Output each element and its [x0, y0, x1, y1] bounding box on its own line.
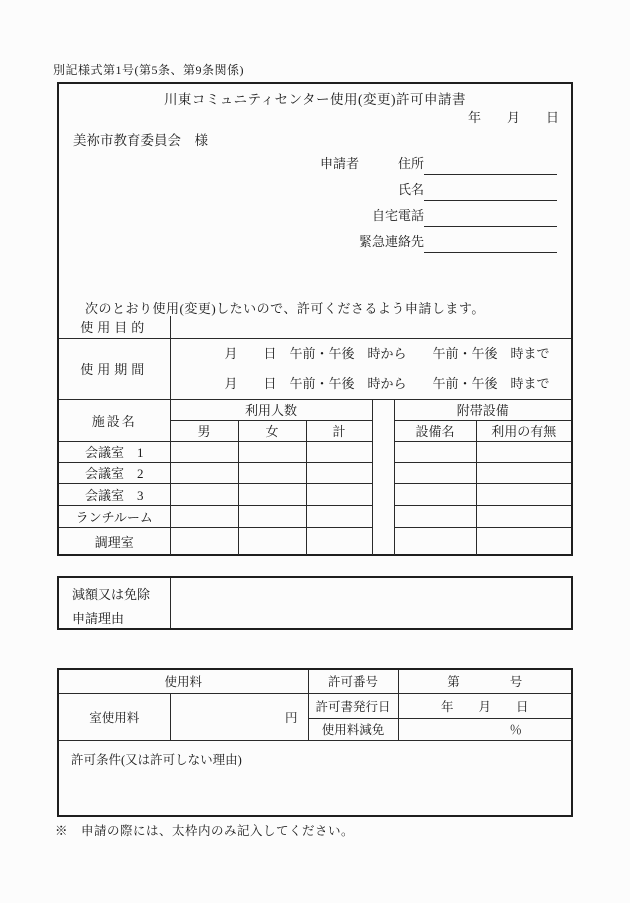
female-count-cell — [238, 527, 306, 555]
equipment-use-cell — [476, 441, 571, 462]
equipment-name-cell — [394, 441, 476, 462]
equipment-name-cell — [394, 505, 476, 527]
facility-name-cell: 会議室 3 — [59, 483, 170, 505]
permit-conditions-row — [59, 740, 571, 815]
name-blank-line — [424, 179, 557, 201]
purpose-label-cell: 使用目的 — [59, 316, 170, 338]
fee-reduction-box — [57, 576, 573, 630]
total-count-cell — [306, 505, 372, 527]
equipment-use-cell — [476, 527, 571, 555]
footnote: ※ 申請の際には、太枠内のみ記入してください。 — [55, 824, 355, 838]
total-count-cell — [306, 527, 372, 555]
reduction-label-line2: 申請理由 — [72, 611, 125, 626]
room-fee-row — [59, 693, 571, 718]
address-field-row — [219, 153, 557, 175]
issue-date-label-cell: 許可書発行日 — [308, 693, 398, 718]
addressee-line: 美祢市教育委員会 様 — [73, 133, 208, 148]
equipment-use-cell — [476, 462, 571, 483]
female-count-cell — [238, 462, 306, 483]
period-label-cell: 使用期間 — [59, 338, 170, 399]
application-date-line: 年 月 日 — [467, 110, 559, 125]
equipment-name-cell — [394, 527, 476, 555]
home-phone-label: 自宅電話 — [371, 208, 424, 223]
fee-reduction-label-cell: 使用料減免 — [308, 718, 398, 740]
total-header-cell: 計 — [306, 420, 372, 441]
fee-table — [59, 670, 571, 815]
usage-table — [59, 316, 571, 555]
main-application-box — [57, 82, 573, 556]
period-line-1: 月 日 午前・午後 時から 午前・午後 時まで — [224, 345, 550, 361]
form-title: 川東コミュニティセンター使用(変更)許可申請書 — [163, 92, 467, 107]
male-header-cell: 男 — [170, 420, 238, 441]
equipment-name-header-cell: 設備名 — [394, 420, 476, 441]
total-count-cell — [306, 441, 372, 462]
purpose-row — [59, 316, 571, 338]
female-count-cell — [238, 505, 306, 527]
male-count-cell — [170, 527, 238, 555]
emergency-contact-blank-line — [424, 231, 557, 253]
name-label: 氏名 — [397, 182, 424, 197]
total-count-cell — [306, 483, 372, 505]
spacer-column — [372, 399, 394, 555]
facility-row — [59, 505, 571, 527]
address-blank-line — [424, 153, 557, 175]
period-line-2: 月 日 午前・午後 時から 午前・午後 時まで — [224, 375, 550, 391]
emergency-contact-field-row — [219, 231, 557, 253]
equipment-name-cell — [394, 462, 476, 483]
applicant-label: 申請者 — [320, 156, 360, 171]
facility-name-cell: 調理室 — [59, 527, 170, 555]
female-header-cell: 女 — [238, 420, 306, 441]
facility-row — [59, 527, 571, 555]
male-count-cell — [170, 441, 238, 462]
address-label: 住所 — [397, 156, 424, 171]
fee-header-row — [59, 670, 571, 693]
table-header-row-1 — [59, 399, 571, 420]
male-count-cell — [170, 505, 238, 527]
fee-reduction-value-cell: ％ — [398, 718, 571, 740]
equipment-use-cell — [476, 505, 571, 527]
purpose-entry-cell — [170, 316, 571, 338]
facility-name-cell: ランチルーム — [59, 505, 170, 527]
room-fee-label-cell: 室使用料 — [59, 693, 170, 740]
period-row — [59, 338, 571, 399]
reduction-label-line1: 減額又は免除 — [72, 587, 151, 602]
form-number-label: 別記様式第1号(第5条、第9条関係) — [53, 63, 244, 77]
facility-name-cell: 会議室 2 — [59, 462, 170, 483]
total-count-cell — [306, 462, 372, 483]
equipment-header-cell: 附帯設備 — [394, 399, 571, 420]
male-count-cell — [170, 462, 238, 483]
home-phone-blank-line — [424, 205, 557, 227]
permit-conditions-cell: 許可条件(又は許可しない理由) — [59, 740, 571, 815]
reduction-label-cell — [59, 578, 171, 628]
equipment-use-header-cell: 利用の有無 — [476, 420, 571, 441]
equipment-name-cell — [394, 483, 476, 505]
emergency-contact-label: 緊急連絡先 — [358, 234, 424, 249]
male-count-cell — [170, 483, 238, 505]
permit-number-label-cell: 許可番号 — [308, 670, 398, 693]
home-phone-field-row — [219, 205, 557, 227]
declaration-text: 次のとおり使用(変更)したいので、許可くださるよう申請します。 — [85, 301, 485, 316]
facility-header-cell: 施設名 — [59, 399, 170, 441]
equipment-use-cell — [476, 483, 571, 505]
facility-row — [59, 483, 571, 505]
female-count-cell — [238, 441, 306, 462]
name-field-row — [219, 179, 557, 201]
facility-row — [59, 441, 571, 462]
room-fee-amount-cell: 円 — [170, 693, 308, 740]
fee-label-cell: 使用料 — [59, 670, 308, 693]
facility-row — [59, 462, 571, 483]
visitors-header-cell: 利用人数 — [170, 399, 372, 420]
fee-and-permit-box — [57, 668, 573, 817]
issue-date-value-cell: 年 月 日 — [398, 693, 571, 718]
female-count-cell — [238, 483, 306, 505]
period-entry-cell — [170, 338, 571, 399]
permit-number-value-cell: 第 号 — [398, 670, 571, 693]
facility-name-cell: 会議室 1 — [59, 441, 170, 462]
